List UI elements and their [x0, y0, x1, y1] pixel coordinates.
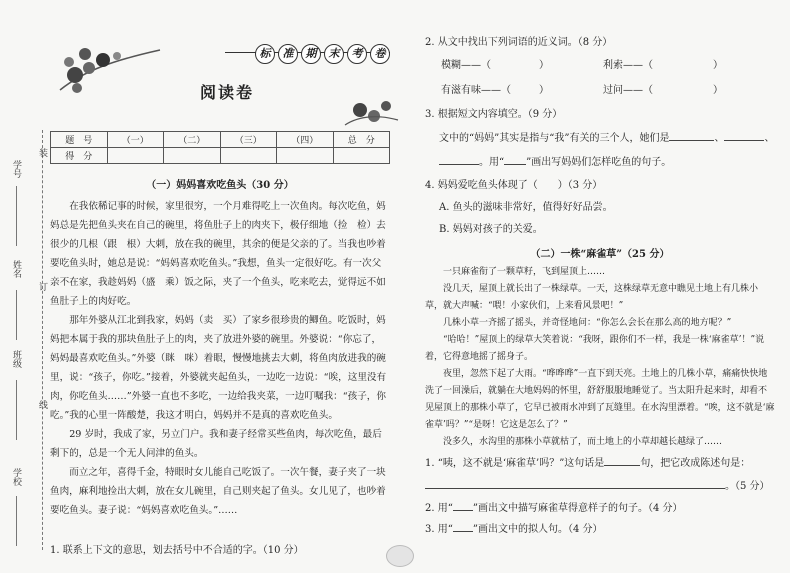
q3-blank-1[interactable] [669, 130, 714, 141]
q2-row-1 [425, 59, 775, 73]
score-input-cell[interactable] [164, 148, 221, 164]
q2-item-word: 模糊——（ [441, 60, 491, 71]
score-input-cell[interactable] [220, 148, 277, 164]
exam-banner [255, 42, 405, 64]
q2-row-2 [425, 84, 775, 98]
section1-title: （一）妈妈喜欢吃鱼头（30 分） [146, 180, 294, 191]
passage-paragraph: “哈哈！”屋顶上的绿草大笑着说：“我呀，跟你们不一样，我是一株‘麻雀草’！”说着，它得意地摇了摇身子。 [425, 335, 765, 362]
sq3-underline-sample [453, 521, 473, 532]
field-xuexiao-label: 学校 [11, 468, 21, 486]
passage-paragraph: 那年外婆从江北到我家，妈妈（卖 买）了家乡很珍贵的鲫鱼。吃饭时，妈妈把本属于我的那块鱼肚子上的肉，夹了放进外婆的碗里。外婆说：“你忘了，妈妈最喜欢吃鱼头。”外婆（眯 咪）着眼，慢慢地挑去大刺，将鱼肉放进我的碗里，说：“孩子，你吃。”接着，外婆就夹起鱼头，一边吃一边说：“唉，这里没有肉，你吃鱼头……”外婆一直也不多吃，一边给我夹菜，一边叮嘱我：“孩子，你吃。”我的心里一阵酸楚，我这才明白，妈妈并不是真的喜欢吃鱼头。 [50, 315, 387, 421]
q3-blank-3[interactable] [439, 154, 479, 165]
q2-item-end: ） [539, 60, 549, 71]
q3-text: 文中的“妈妈”其实是指与“我”有关的三个人，她们是 [439, 133, 670, 144]
field-xuehao-label: 学号 [11, 160, 21, 178]
s2-question-1 [425, 455, 775, 471]
question-2-title: 2. 从文中找出下列词语的近义词。（8 分） [425, 37, 613, 48]
binding-label-xian: 线 [37, 400, 47, 409]
table-cell: 总 分 [333, 132, 390, 148]
s2-question-3 [425, 521, 775, 537]
sq1-blank-2[interactable] [425, 478, 725, 489]
question-1: 1. 联系上下文的意思，划去括号中不合适的字。（10 分） [50, 545, 304, 556]
section2-passage [425, 264, 775, 451]
q3-text: 、 [764, 133, 775, 144]
s2-question-2 [425, 500, 775, 516]
q4-option-a[interactable]: A. 鱼头的滋味非常好，值得好好品尝。 [439, 202, 613, 213]
sq1-text: 句，把它改成陈述句是： [640, 458, 751, 469]
q2-item-end: ） [539, 85, 549, 96]
passage-paragraph: 而立之年，喜得千金，特眼时女儿能自己吃饭了。一次午餐，妻子夹了一块鱼肉，麻利地捡出大刺，放在女儿碗里，自己则夹起了鱼头。女儿见了，也吵着要吃鱼头。妻子说：“妈妈喜欢吃鱼头。”…… [50, 467, 386, 516]
right-column [425, 36, 775, 451]
footer-emblem-icon [386, 545, 414, 567]
table-cell: （一） [107, 132, 164, 148]
binding-label-zhuang: 装 [37, 148, 47, 157]
table-cell: （四） [277, 132, 334, 148]
sq3-text: ”画出文中的拟人句。（4 分） [472, 524, 603, 535]
sq2-text: 2. 用“ [425, 503, 453, 514]
flower-small-icon [340, 90, 400, 135]
passage-paragraph: 一只麻雀衔了一颗草籽，飞到屋顶上…… [443, 267, 606, 277]
q3-text: 、 [714, 133, 725, 144]
score-table-header-row [51, 132, 390, 148]
sq2-underline-sample [453, 500, 473, 511]
banner-char: 准 [278, 44, 298, 64]
q3-text: ”画出写妈妈们怎样吃鱼的句子。 [526, 157, 672, 168]
q3-text: 。用“ [479, 157, 505, 168]
binding-margin [0, 0, 46, 573]
score-table-score-row [51, 148, 390, 164]
passage-paragraph: 没几天，屋顶上就长出了一株绿草。一天，这株绿草无意中瞧见土地上有几株小草，就大声喊：“喂！小家伙们，上来看风景吧！” [425, 284, 759, 311]
q2-item-word: 利索——（ [603, 60, 653, 71]
field-banji-label: 班级 [11, 350, 21, 368]
banner-char: 考 [347, 44, 367, 64]
passage-paragraph: 夜里，忽然下起了大雨。“哗哗哗”一直下到天亮。土地上的几株小草，痛痛快快地洗了一回澡后，就躺在大地妈妈的怀里，舒舒服服地睡觉了。当太阳升起来时，却看不见屋顶上的那株小草了，它早已被雨水冲到了瓦缝里。在水沟里漂着。“唉，这不就是‘麻雀草’吗？”“是呀！它这是怎么了？” [425, 369, 775, 430]
field-banji-line[interactable] [16, 380, 18, 440]
passage-paragraph: 没多久，水沟里的那株小草就枯了，而土地上的小草却越长越绿了…… [443, 437, 723, 447]
section2-title: （二）一株“麻雀草”（25 分） [530, 249, 670, 260]
sq3-text: 3. 用“ [425, 524, 453, 535]
q2-item-end: ） [713, 60, 723, 71]
q2-item-word: 有滋有味——（ [441, 85, 511, 96]
banner-char: 卷 [370, 44, 390, 64]
question-4-title: 4. 妈妈爱吃鱼头体现了（ ）（3 分） [425, 180, 603, 191]
score-input-cell[interactable] [333, 148, 390, 164]
q2-item-word: 过问——（ [603, 85, 653, 96]
sq1-blank-1[interactable] [604, 455, 640, 466]
sq1-text: 1. “咦，这不就是‘麻雀草’吗？”这句话是 [425, 458, 605, 469]
binding-line [42, 130, 43, 550]
sq1-text: 。（5 分） [725, 481, 770, 492]
passage-paragraph: 29 岁时，我成了家，另立门户。我和妻子经常买些鱼肉，每次吃鱼，最后剩下的，总是一个无人问津的鱼头。 [50, 429, 382, 459]
table-cell: （三） [220, 132, 277, 148]
q3-line-2 [425, 154, 775, 170]
field-xuexiao-line[interactable] [16, 496, 18, 546]
page-title: 阅读卷 [200, 83, 255, 102]
field-xingming-line[interactable] [16, 290, 18, 340]
banner-char: 末 [324, 44, 344, 64]
table-cell: （二） [164, 132, 221, 148]
s2-question-1-line2 [425, 478, 775, 494]
field-xingming-label: 姓名 [11, 260, 21, 278]
q3-line-1 [425, 130, 775, 146]
section1 [50, 176, 390, 520]
sq2-text: ”画出文中描写麻雀草得意样子的句子。（4 分） [472, 503, 683, 514]
table-cell: 得 分 [51, 148, 108, 164]
table-cell: 题 号 [51, 132, 108, 148]
field-xuehao-line[interactable] [16, 186, 18, 246]
banner-char: 标 [255, 44, 275, 64]
q2-item-end: ） [713, 85, 723, 96]
score-input-cell[interactable] [107, 148, 164, 164]
q3-underline-sample [504, 154, 526, 165]
binding-label-ding: 订 [37, 282, 47, 291]
q3-blank-2[interactable] [724, 130, 764, 141]
score-input-cell[interactable] [277, 148, 334, 164]
banner-char: 期 [301, 44, 321, 64]
q4-option-b[interactable]: B. 妈妈对孩子的关爱。 [439, 224, 543, 235]
question-3-title: 3. 根据短文内容填空。（9 分） [425, 109, 563, 120]
passage-paragraph: 几株小草一齐摇了摇头，并奇怪地问：“你怎么会长在那么高的地方呢？” [443, 318, 732, 328]
passage-paragraph: 在我依稀记事的时候，家里很穷，一个月难得吃上一次鱼肉。每次吃鱼，妈妈总是先把鱼头夹在自己的碗里，将鱼肚子上的肉夹下，极仔细地（捡 检）去很少的几根（跟 根）大刺，放在我的碗里，其余的便是父亲的了。当我也吵着要吃鱼头时，她总是说：“妈妈喜欢吃鱼头。”我想，鱼头一定很好吃。有一次父亲不在家，我趁妈妈（盛 乘）饭之际，夹了一个鱼头，吃来吃去，觉得远不如鱼肚子上的肉好吃。 [50, 201, 386, 307]
score-table [50, 131, 390, 164]
flower-decoration-icon [55, 30, 165, 100]
